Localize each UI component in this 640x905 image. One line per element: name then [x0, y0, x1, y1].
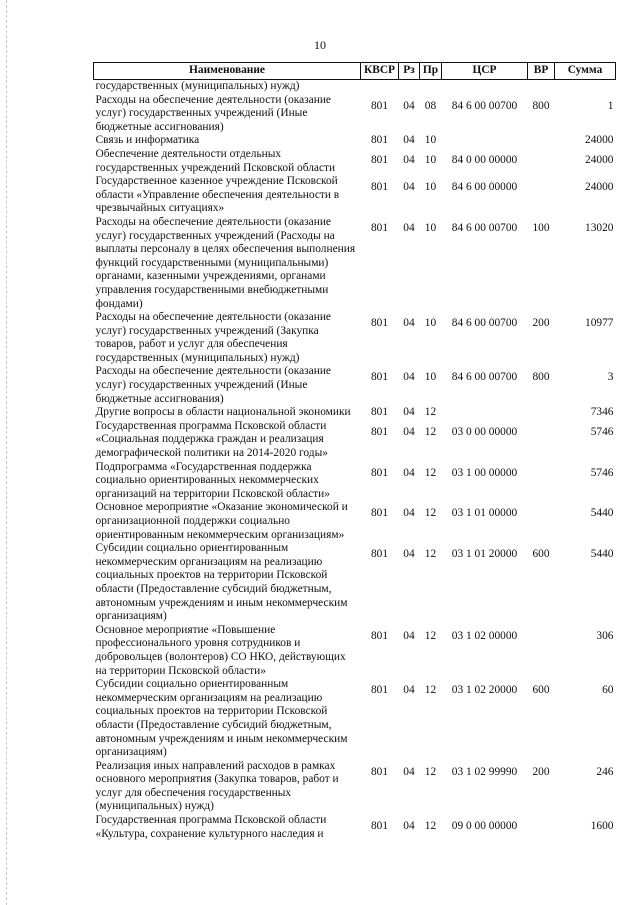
- cell-rz: [399, 542, 420, 624]
- cell-rz: [399, 175, 420, 216]
- header-sum: Сумма: [555, 63, 616, 80]
- pr-value: 12: [424, 548, 437, 561]
- kvsr-value: 801: [370, 820, 389, 833]
- csr-value: 84 6 00 00700: [451, 221, 518, 234]
- table-row: [94, 216, 616, 311]
- cell-rz: [399, 94, 420, 135]
- sum-value: 60: [602, 684, 614, 697]
- cell-name: Подпрограмма «Государственная поддержка социально ориентированных некоммерческих организаций на территории Псковской области»: [95, 460, 330, 500]
- rz-value: 04: [403, 466, 415, 479]
- csr-value: 03 1 02 20000: [451, 684, 518, 697]
- kvsr-value: 801: [370, 466, 389, 479]
- cell-rz: [399, 760, 420, 814]
- csr-value: 84 0 00 00000: [451, 153, 518, 166]
- cell-csr: [442, 501, 528, 542]
- cell-name: Основное мероприятие «Повышение профессионального уровня сотрудников и добровольцев (волонтеров) СО НКО, действующих на территории Псковской области»: [95, 623, 346, 677]
- cell-name: Расходы на обеспечение деятельности (оказание услуг) государственных учреждений (Иные бюджетные ассигнования): [95, 365, 331, 405]
- cell-name: Расходы на обеспечение деятельности (оказание услуг) государственных учреждений (Расходы на выплаты персоналу в целях обеспечения выполнения функций государственными (муниципальными) органами, казенными учреждениями, органами управления государственными внебюджетными фондами): [95, 215, 356, 310]
- cell-pr: [420, 542, 442, 624]
- page-number: 10: [314, 38, 326, 52]
- csr-value: 84 6 00 00700: [451, 317, 518, 330]
- sum-value: 246: [596, 765, 614, 778]
- pr-value: 12: [424, 507, 437, 520]
- rz-value: 04: [403, 684, 415, 697]
- cell-vr: [528, 134, 555, 148]
- pr-value: 12: [424, 406, 437, 419]
- cell-name: Обеспечение деятельности отдельных государственных учреждений Псковской области: [95, 147, 336, 174]
- rz-value: 04: [403, 99, 415, 112]
- table-row: [94, 542, 616, 624]
- csr-value: 84 6 00 00700: [451, 371, 518, 384]
- pr-value: 10: [424, 153, 437, 166]
- rz-value: 04: [403, 425, 415, 438]
- table-row: [94, 94, 616, 135]
- cell-vr: [528, 678, 555, 760]
- cell-kvsr: [361, 678, 399, 760]
- table-row: [94, 406, 616, 420]
- vr-value: 800: [532, 371, 550, 384]
- pr-value: 12: [424, 629, 437, 642]
- cell-csr: [442, 542, 528, 624]
- cell-vr: [528, 94, 555, 135]
- rz-value: 04: [403, 507, 415, 520]
- csr-value: 03 1 02 00000: [451, 629, 518, 642]
- cell-name: Субсидии социально ориентированным некоммерческим организациям на реализацию социальных проектов на территории Псковской области (Предоставление субсидий бюджетным, автономным учреждениям и иным некоммерческим организациям): [95, 678, 348, 759]
- cell-kvsr: [361, 311, 399, 365]
- cell-rz: [399, 814, 420, 841]
- rz-value: 04: [403, 406, 415, 419]
- cell-vr: [528, 216, 555, 311]
- kvsr-value: 801: [370, 153, 389, 166]
- kvsr-value: 801: [370, 548, 389, 561]
- cell-sum: [555, 94, 616, 135]
- cell-csr: [442, 216, 528, 311]
- cell-csr: [442, 760, 528, 814]
- cell-kvsr: [361, 94, 399, 135]
- table-row: [94, 365, 616, 406]
- vr-value: 100: [532, 221, 550, 234]
- cell-pr: [420, 501, 442, 542]
- cell-vr: [528, 80, 555, 94]
- cell-vr: [528, 501, 555, 542]
- vr-value: 800: [532, 99, 550, 112]
- cell-name: Реализация иных направлений расходов в рамках основного мероприятия (Закупка товаров, работ и услуг для обеспечения государственных (муниципальных) нужд): [95, 759, 339, 813]
- cell-kvsr: [361, 80, 399, 94]
- cell-csr: [442, 420, 528, 461]
- sum-value: 24000: [585, 181, 614, 194]
- cell-name: Связь и информатика: [95, 134, 200, 147]
- sum-value: 5440: [590, 507, 614, 520]
- table-row: [94, 461, 616, 502]
- cell-csr: [442, 678, 528, 760]
- vr-value: 200: [532, 317, 550, 330]
- cell-csr: [442, 814, 528, 841]
- cell-vr: [528, 461, 555, 502]
- sum-value: 3: [607, 371, 614, 384]
- cell-csr: [442, 365, 528, 406]
- cell-csr: [442, 134, 528, 148]
- table-row: [94, 814, 616, 841]
- pr-value: 10: [424, 221, 437, 234]
- cell-name: Расходы на обеспечение деятельности (оказание услуг) государственных учреждений (Закупка товаров, работ и услуг для обеспечения государственных (муниципальных) нужд): [95, 311, 331, 364]
- cell-pr: [420, 760, 442, 814]
- header-vr: ВР: [528, 63, 555, 80]
- cell-pr: [420, 406, 442, 420]
- header-csr: ЦСР: [442, 63, 528, 80]
- table-row: [94, 420, 616, 461]
- vr-value: 200: [532, 765, 550, 778]
- cell-pr: [420, 148, 442, 175]
- cell-rz: [399, 461, 420, 502]
- sum-value: 1: [607, 99, 614, 112]
- cell-kvsr: [361, 148, 399, 175]
- cell-kvsr: [361, 501, 399, 542]
- cell-name: Государственная программа Псковской области «Культура, сохранение культурного наследия и: [95, 814, 327, 840]
- table-row: [94, 80, 616, 94]
- cell-pr: [420, 814, 442, 841]
- cell-name: Другие вопросы в области национальной экономики: [95, 406, 351, 419]
- header-name: Наименование: [94, 63, 361, 80]
- kvsr-value: 801: [370, 134, 389, 147]
- cell-kvsr: [361, 216, 399, 311]
- cell-name: государственных (муниципальных) нужд): [95, 80, 300, 92]
- vr-value: 600: [532, 684, 550, 697]
- sum-value: 24000: [585, 153, 614, 166]
- kvsr-value: 801: [370, 317, 389, 330]
- sum-value: 13020: [585, 221, 614, 234]
- pr-value: 12: [424, 820, 437, 833]
- sum-value: 7346: [590, 406, 614, 419]
- cell-vr: [528, 148, 555, 175]
- cell-rz: [399, 501, 420, 542]
- cell-kvsr: [361, 406, 399, 420]
- cell-kvsr: [361, 542, 399, 624]
- rz-value: 04: [403, 765, 415, 778]
- sum-value: 1600: [590, 820, 614, 833]
- cell-sum: [555, 624, 616, 678]
- cell-pr: [420, 678, 442, 760]
- cell-name: Субсидии социально ориентированным некоммерческим организациям на реализацию социальных проектов на территории Псковской области (Предоставление субсидий бюджетным, автономным учреждениям и иным некоммерческим организациям): [95, 542, 348, 623]
- rz-value: 04: [403, 820, 415, 833]
- table-row: [94, 175, 616, 216]
- kvsr-value: 801: [370, 765, 389, 778]
- cell-sum: [555, 216, 616, 311]
- cell-pr: [420, 624, 442, 678]
- sum-value: 24000: [585, 134, 614, 147]
- cell-rz: [399, 406, 420, 420]
- cell-csr: [442, 624, 528, 678]
- kvsr-value: 801: [370, 684, 389, 697]
- table-row: [94, 760, 616, 814]
- cell-rz: [399, 678, 420, 760]
- sum-value: 5746: [590, 425, 614, 438]
- rz-value: 04: [403, 548, 415, 561]
- cell-sum: [555, 678, 616, 760]
- cell-csr: [442, 311, 528, 365]
- csr-value: 03 1 01 00000: [451, 507, 518, 520]
- kvsr-value: 801: [370, 99, 389, 112]
- kvsr-value: 801: [370, 629, 389, 642]
- table-row: [94, 134, 616, 148]
- cell-pr: [420, 461, 442, 502]
- cell-sum: [555, 501, 616, 542]
- csr-value: 03 1 00 00000: [451, 466, 518, 479]
- cell-pr: [420, 311, 442, 365]
- table-row: [94, 148, 616, 175]
- pr-value: 08: [424, 99, 437, 112]
- cell-csr: [442, 148, 528, 175]
- header-pr: Пр: [420, 63, 442, 80]
- binding-edge-line: [6, 0, 7, 905]
- csr-value: 09 0 00 00000: [451, 820, 518, 833]
- pr-value: 10: [424, 317, 437, 330]
- cell-kvsr: [361, 420, 399, 461]
- cell-sum: [555, 814, 616, 841]
- cell-name: Государственная программа Псковской области «Социальная поддержка граждан и реализация демографической политики на 2014-2020 годы»: [95, 419, 328, 460]
- rz-value: 04: [403, 153, 415, 166]
- cell-kvsr: [361, 175, 399, 216]
- cell-vr: [528, 365, 555, 406]
- pr-value: 10: [424, 181, 437, 194]
- cell-rz: [399, 80, 420, 94]
- cell-pr: [420, 80, 442, 94]
- sum-value: 5440: [590, 548, 614, 561]
- cell-rz: [399, 216, 420, 311]
- cell-vr: [528, 542, 555, 624]
- cell-kvsr: [361, 760, 399, 814]
- csr-value: 84 6 00 00000: [451, 181, 518, 194]
- pr-value: 12: [424, 684, 437, 697]
- kvsr-value: 801: [370, 181, 389, 194]
- budget-table: [93, 62, 616, 841]
- csr-value: 03 1 02 99990: [451, 765, 518, 778]
- cell-kvsr: [361, 814, 399, 841]
- table-row: [94, 624, 616, 678]
- cell-csr: [442, 406, 528, 420]
- csr-value: 03 1 01 20000: [451, 548, 518, 561]
- cell-rz: [399, 311, 420, 365]
- rz-value: 04: [403, 371, 415, 384]
- cell-name: Расходы на обеспечение деятельности (оказание услуг) государственных учреждений (Иные бюджетные ассигнования): [95, 93, 331, 133]
- cell-vr: [528, 420, 555, 461]
- cell-sum: [555, 311, 616, 365]
- cell-csr: [442, 80, 528, 94]
- cell-rz: [399, 365, 420, 406]
- cell-name: Основное мероприятие «Оказание экономической и организационной поддержки социально ориентированным некоммерческим организациям»: [95, 501, 348, 541]
- cell-sum: [555, 420, 616, 461]
- cell-vr: [528, 814, 555, 841]
- vr-value: 600: [532, 548, 550, 561]
- cell-vr: [528, 406, 555, 420]
- cell-sum: [555, 406, 616, 420]
- cell-pr: [420, 216, 442, 311]
- sum-value: 10977: [585, 317, 614, 330]
- kvsr-value: 801: [370, 507, 389, 520]
- csr-value: 84 6 00 00700: [451, 99, 518, 112]
- cell-sum: [555, 148, 616, 175]
- table-body: [94, 80, 616, 842]
- cell-kvsr: [361, 134, 399, 148]
- cell-sum: [555, 80, 616, 94]
- cell-kvsr: [361, 365, 399, 406]
- cell-sum: [555, 760, 616, 814]
- cell-csr: [442, 175, 528, 216]
- pr-value: 12: [424, 765, 437, 778]
- cell-name: Государственное казенное учреждение Псковской области «Управление обеспечения деятельности в чрезвычайных ситуациях»: [95, 175, 340, 215]
- table-row: [94, 678, 616, 760]
- cell-sum: [555, 134, 616, 148]
- cell-pr: [420, 94, 442, 135]
- cell-vr: [528, 624, 555, 678]
- header-kvsr: КВСР: [361, 63, 399, 80]
- cell-vr: [528, 175, 555, 216]
- cell-rz: [399, 148, 420, 175]
- cell-sum: [555, 461, 616, 502]
- cell-rz: [399, 420, 420, 461]
- table-header: [94, 63, 616, 80]
- kvsr-value: 801: [370, 406, 389, 419]
- cell-sum: [555, 175, 616, 216]
- sum-value: 5746: [590, 466, 614, 479]
- pr-value: 10: [424, 134, 437, 147]
- rz-value: 04: [403, 134, 415, 147]
- kvsr-value: 801: [370, 425, 389, 438]
- cell-vr: [528, 311, 555, 365]
- cell-pr: [420, 420, 442, 461]
- cell-pr: [420, 365, 442, 406]
- kvsr-value: 801: [370, 221, 389, 234]
- rz-value: 04: [403, 221, 415, 234]
- cell-csr: [442, 94, 528, 135]
- rz-value: 04: [403, 317, 415, 330]
- pr-value: 12: [424, 425, 437, 438]
- cell-pr: [420, 134, 442, 148]
- cell-csr: [442, 461, 528, 502]
- rz-value: 04: [403, 181, 415, 194]
- table-row: [94, 501, 616, 542]
- cell-rz: [399, 624, 420, 678]
- table-row: [94, 311, 616, 365]
- cell-pr: [420, 175, 442, 216]
- pr-value: 10: [424, 371, 437, 384]
- cell-sum: [555, 365, 616, 406]
- pr-value: 12: [424, 466, 437, 479]
- cell-vr: [528, 760, 555, 814]
- header-rz: Рз: [399, 63, 420, 80]
- rz-value: 04: [403, 629, 415, 642]
- cell-kvsr: [361, 461, 399, 502]
- cell-rz: [399, 134, 420, 148]
- kvsr-value: 801: [370, 371, 389, 384]
- cell-kvsr: [361, 624, 399, 678]
- sum-value: 306: [596, 629, 614, 642]
- csr-value: 03 0 00 00000: [451, 425, 518, 438]
- cell-sum: [555, 542, 616, 624]
